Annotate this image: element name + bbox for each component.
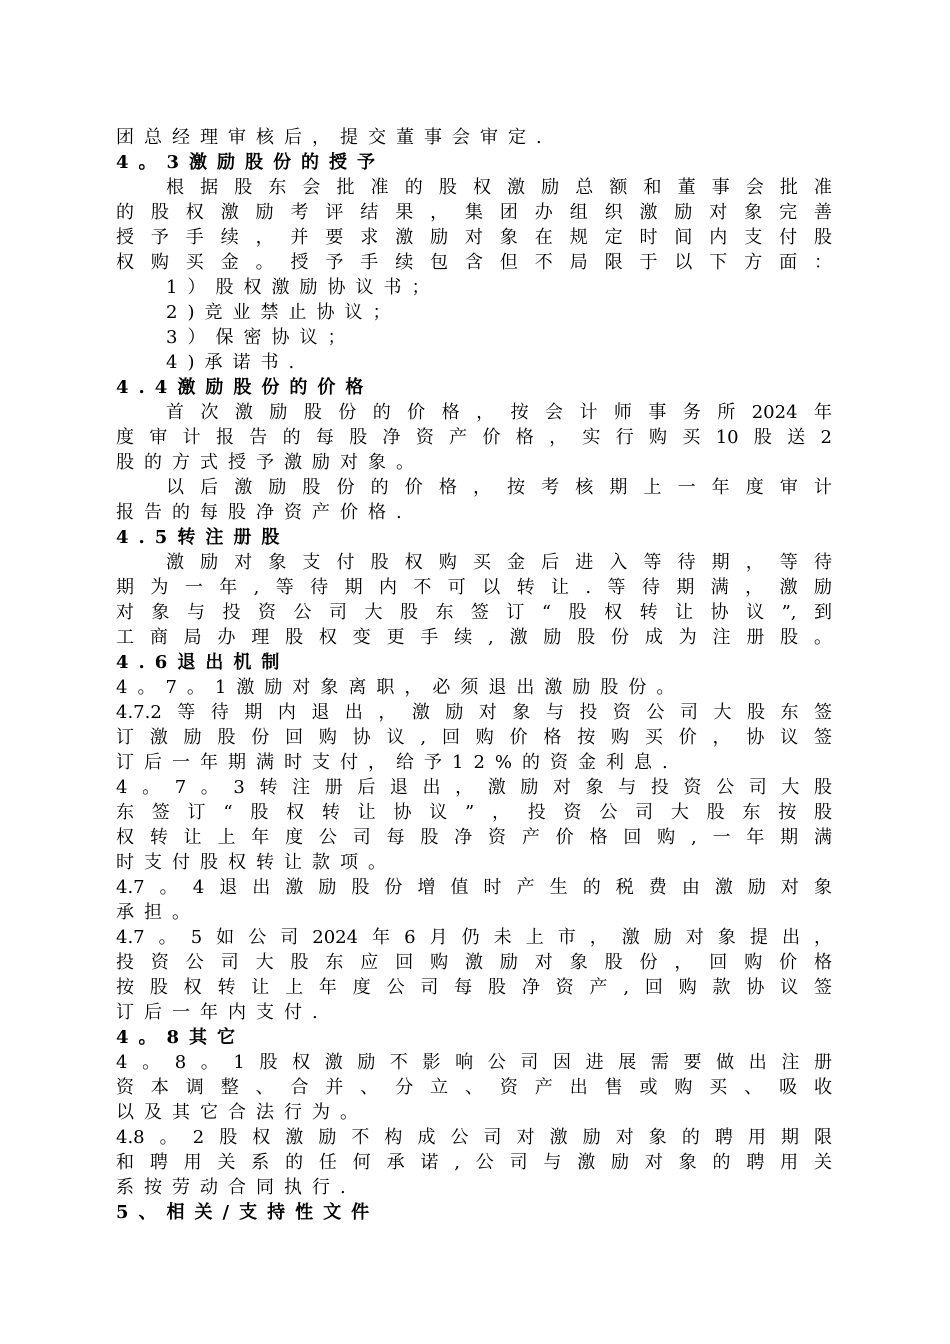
list-item: 3）保密协议；	[166, 327, 356, 348]
body-text-line: 授予手续，并要求激励对象在规定时间内支付股	[116, 227, 832, 248]
body-text-line: 根据股东会批准的股权激励总额和董事会批准	[166, 177, 832, 198]
body-text-line: 4。7。1激励对象离职，必须退出激励股份。	[116, 677, 685, 698]
body-text-line: 订后一年期满时支付，给予12%的资金利息.	[116, 752, 678, 773]
body-text-line: 和聘用关系的任何承诺,公司与激励对象的聘用关	[116, 1152, 832, 1173]
list-item: 4)承诺书.	[166, 352, 305, 373]
body-text-line: 报告的每股净资产价格.	[116, 502, 412, 523]
list-item: 2)竞业禁止协议；	[166, 302, 401, 323]
body-text-line: 权转让上年度公司每股净资产价格回购,一年期满	[116, 827, 832, 848]
body-text-line: 4.7.2等待期内退出，激励对象与投资公司大股东签	[116, 702, 832, 723]
list-item: 1）股权激励协议书；	[166, 277, 440, 298]
body-text-line: 4.8。2股权激励不构成公司对激励对象的聘用期限	[116, 1127, 832, 1148]
section-heading-4-5: 4.5转注册股	[116, 527, 290, 548]
body-text-line: 对象与投资公司大股东签订“股权转让协议”,到	[116, 602, 832, 623]
body-text-line: 的股权激励考评结果，集团办组织激励对象完善	[116, 202, 832, 223]
body-text-line: 权购买金。授予手续包含但不局限于以下方面：	[116, 252, 832, 273]
body-text-line: 时支付股权转让款项。	[116, 852, 396, 873]
body-text-line: 激励对象支付股权购买金后进入等待期，等待	[166, 552, 832, 573]
body-text-line: 4。7。3转注册后退出，激励对象与投资公司大股	[116, 777, 832, 798]
section-heading-4-6: 4.6退出机制	[116, 652, 290, 673]
body-text-line: 以后激励股份的价格，按考核期上一年度审计	[166, 477, 832, 498]
section-heading-4-4: 4.4激励股份的价格	[116, 377, 374, 398]
body-text-line: 度审计报告的每股净资产价格，实行购买10股送2	[116, 427, 832, 448]
section-heading-5: 5、相关/支持性文件	[116, 1202, 380, 1223]
body-text-line: 按股权转让上年度公司每股净资产,回购款协议签	[116, 977, 832, 998]
body-text-line: 4。8。1股权激励不影响公司因进展需要做出注册	[116, 1052, 832, 1073]
body-text-line: 团总经理审核后，提交董事会审定.	[116, 127, 552, 148]
body-text-line: 股的方式授予激励对象。	[116, 452, 424, 473]
body-text-line: 以及其它合法行为。	[116, 1102, 368, 1123]
body-text-line: 东签订“股权转让协议”，投资公司大股东按股	[116, 802, 832, 823]
body-text-line: 4.7。5如公司2024年6月仍未上市，激励对象提出，	[116, 927, 832, 948]
body-text-line: 订激励股份回购协议,回购价格按购买价，协议签	[116, 727, 832, 748]
body-text-line: 系按劳动合同执行.	[116, 1177, 356, 1198]
section-heading-4-8: 4。8其它	[116, 1027, 246, 1048]
body-text-line: 承担。	[116, 902, 200, 923]
body-text-line: 首次激励股份的价格，按会计师事务所2024年	[166, 402, 832, 423]
body-text-line: 订后一年内支付.	[116, 1002, 328, 1023]
body-text-line: 4.7。4退出激励股份增值时产生的税费由激励对象	[116, 877, 832, 898]
body-text-line: 投资公司大股东应回购激励对象股份，回购价格	[116, 952, 832, 973]
body-text-line: 期为一年,等待期内不可以转让.等待期满，激励	[116, 577, 832, 598]
body-text-line: 工商局办理股权变更手续,激励股份成为注册股。	[116, 627, 832, 648]
section-heading-4-3: 4。3激励股份的授予	[116, 152, 386, 173]
body-text-line: 资本调整、合并、分立、资产出售或购买、吸收	[116, 1077, 832, 1098]
